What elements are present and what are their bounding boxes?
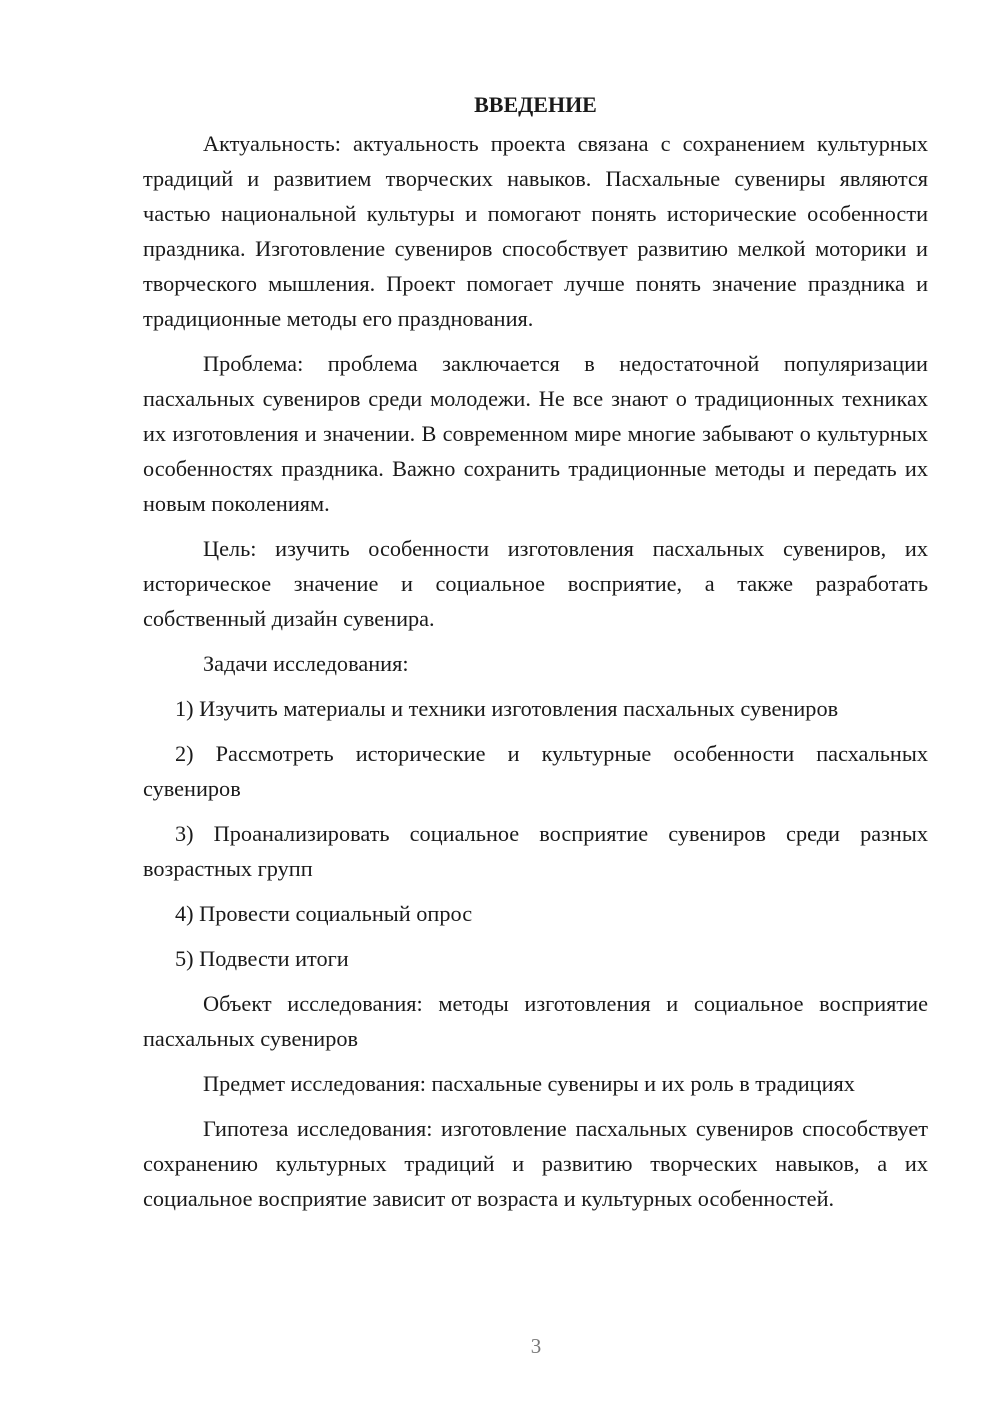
page-number: 3 bbox=[530, 1334, 542, 1358]
paragraph-subject: Предмет исследования: пасхальные сувениры и их роль в традициях bbox=[203, 1071, 855, 1096]
task-item-2: 2) Рассмотреть исторические и культурные особенности пасхальных сувениров bbox=[143, 741, 928, 801]
section-title: ВВЕДЕНИЕ bbox=[474, 92, 597, 117]
task-item-1: 1) Изучить материалы и техники изготовления пасхальных сувениров bbox=[175, 696, 839, 721]
tasks-heading: Задачи исследования: bbox=[203, 651, 409, 676]
task-item-4: 4) Провести социальный опрос bbox=[175, 901, 473, 926]
task-item-5: 5) Подвести итоги bbox=[175, 946, 349, 971]
paragraph-object: Объект исследования: методы изготовления и социальное восприятие пасхальных сувениров bbox=[143, 991, 928, 1051]
paragraph-relevance: Актуальность: актуальность проекта связана с сохранением культурных традиций и развитием творческих навыков. Пасхальные сувениры являются частью национальной культуры и помогают понять исторические особенности праздника. Изготовление сувениров способствует развитию мелкой моторики и творческого мышления. Проект помогает лучше понять значение праздника и традиционные методы его празднования. bbox=[143, 131, 928, 331]
paragraph-goal: Цель: изучить особенности изготовления пасхальных сувениров, их историческое значение и социальное восприятие, а также разработать собственный дизайн сувенира. bbox=[143, 536, 928, 631]
task-item-3: 3) Проанализировать социальное восприятие сувениров среди разных возрастных групп bbox=[143, 821, 928, 881]
document-page bbox=[143, 90, 928, 1226]
paragraph-hypothesis: Гипотеза исследования: изготовление пасхальных сувениров способствует сохранению культурных традиций и развитию творческих навыков, а их социальное восприятие зависит от возраста и культурных особенностей. bbox=[143, 1116, 928, 1211]
paragraph-problem: Проблема: проблема заключается в недостаточной популяризации пасхальных сувениров среди молодежи. Не все знают о традиционных техниках их изготовления и значении. В современном мире многие забывают о культурных особенностях праздника. Важно сохранить традиционные методы и передать их новым поколениям. bbox=[143, 351, 928, 516]
